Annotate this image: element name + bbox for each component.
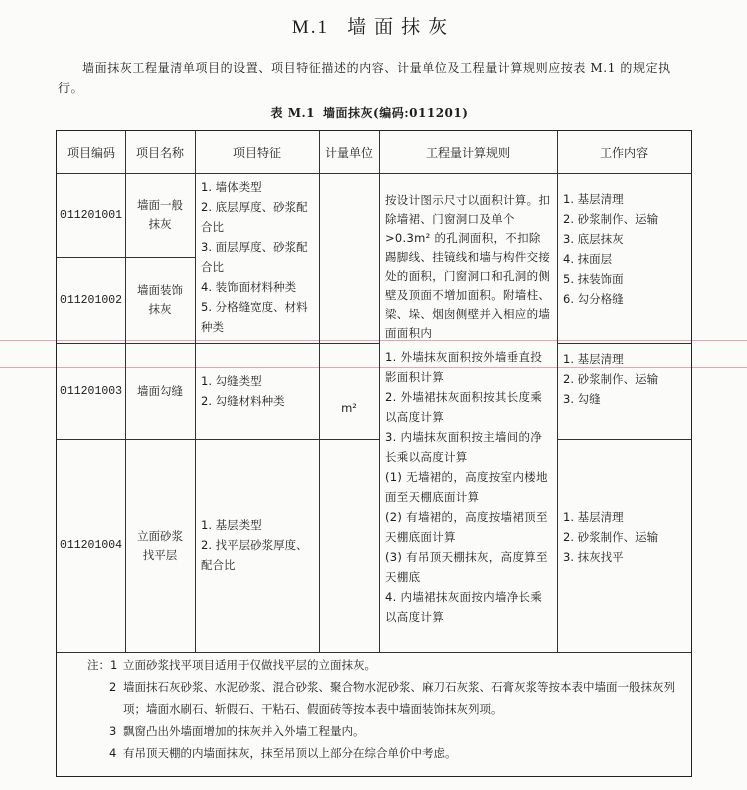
row-code: 011201001 <box>59 208 123 222</box>
feature-item: 1. 基层类型 <box>201 518 262 532</box>
work-list-1 <box>563 189 687 309</box>
feature-item: 2. 找平层砂浆厚度、配合比 <box>201 538 308 572</box>
header-unit: 计量单位 <box>324 145 373 160</box>
work-item: 2. 砂浆制作、运输 <box>563 530 659 544</box>
table-notes <box>87 654 687 764</box>
work-item: 1. 基层清理 <box>563 192 624 206</box>
feature-item: 2. 底层厚度、砂浆配合比 <box>201 200 308 234</box>
note-text: 墙面抹石灰砂浆、水泥砂浆、混合砂浆、聚合物水泥砂浆、麻刀石灰浆、石膏灰浆等按本表中墙面一般抹灰列项；墙面水刷石、斩假石、干粘石、假面砖等按本表中墙面装饰抹灰列项。 <box>123 680 675 716</box>
row-name: 墙面勾缝 <box>137 383 183 398</box>
features-list-2 <box>201 371 315 411</box>
header-code: 项目编码 <box>66 145 115 160</box>
table-caption <box>0 104 747 121</box>
intro-paragraph: 墙面抹灰工程量清单项目的设置、项目特征描述的内容、计量单位及工程量计算规则应按表 M.1 的规定执行。 <box>58 61 671 95</box>
table-caption-number: 表 M.1 <box>270 106 316 120</box>
spec-table <box>56 130 692 777</box>
work-item: 3. 抹灰找平 <box>563 550 624 564</box>
col-divider <box>557 131 558 652</box>
note-row <box>87 720 687 742</box>
rule-item: 1. 外墙抹灰面积按外墙垂直投影面积计算 <box>385 350 543 384</box>
note-text: 飘窗凸出外墙面增加的抹灰并入外墙工程量内。 <box>123 724 365 738</box>
work-item: 6. 勾分格缝 <box>563 292 624 306</box>
rule-item: (2) 有墙裙的，高度按墙裙顶至天棚底面计算 <box>385 510 548 544</box>
header-rules: 工程量计算规则 <box>425 145 510 160</box>
section-number: M.1 <box>291 17 330 38</box>
feature-item: 1. 墙体类型 <box>201 180 262 194</box>
note-text: 立面砂浆找平项目适用于仅做找平层的立面抹灰。 <box>123 658 376 672</box>
rule-item: (1) 无墙裙的，高度按室内楼地面至天棚底面计算 <box>385 470 548 504</box>
note-label: 注：1 <box>87 658 118 672</box>
feature-item: 4. 装饰面材料种类 <box>201 280 297 294</box>
feature-item: 2. 勾缝材料种类 <box>201 394 285 408</box>
features-list-3 <box>201 515 315 575</box>
work-item: 2. 砂浆制作、运输 <box>563 372 659 386</box>
work-item: 3. 勾缝 <box>563 392 601 406</box>
work-item: 5. 抹装饰面 <box>563 272 624 286</box>
row-name: 墙面一般抹灰 <box>137 198 183 231</box>
work-list-3 <box>563 507 687 567</box>
header-work: 工作内容 <box>599 145 648 160</box>
note-label: 3 <box>109 724 117 738</box>
row-name: 立面砂浆找平层 <box>137 528 183 562</box>
work-item: 1. 基层清理 <box>563 352 624 366</box>
row-divider <box>557 439 691 440</box>
row-divider <box>557 343 691 344</box>
features-list-1 <box>201 177 315 337</box>
row-code: 011201003 <box>59 384 123 398</box>
header-features: 项目特征 <box>232 145 281 160</box>
feature-item: 1. 勾缝类型 <box>201 374 262 388</box>
rule-item: 4. 内墙裙抹灰面按内墙净长乘以高度计算 <box>385 590 543 624</box>
work-list-2 <box>563 349 687 409</box>
table-caption-text: 墙面抹灰(编码:011201) <box>323 106 469 120</box>
rule-item: (3) 有吊顶天棚抹灰，高度算至天棚底 <box>385 550 548 584</box>
section-title-text: 墙面抹灰 <box>347 16 456 38</box>
note-text: 有吊顶天棚的内墙面抹灰，抹至吊顶以上部分在综合单价中考虑。 <box>123 746 457 760</box>
feature-item: 5. 分格缝宽度、材料种类 <box>201 300 308 334</box>
note-label: 4 <box>109 746 117 760</box>
col-divider <box>125 131 126 652</box>
rule-item: 3. 内墙抹灰面积按主墙间的净长乘以高度计算 <box>385 430 543 464</box>
rules-intro: 按设计图示尺寸以面积计算。扣除墙裙、门窗洞口及单个>0.3m² 的孔洞面积，不扣除踢脚线、挂镜线和墙与构件交接处的面积，门窗洞口和孔洞的侧壁及顶面不增加面积。附墙柱、梁、垛、烟囱侧壁并入相应的墙面面积内 <box>385 193 551 340</box>
col-divider <box>195 131 196 652</box>
rules-list <box>385 347 551 627</box>
row-code: 011201002 <box>59 293 123 307</box>
note-row <box>87 742 687 764</box>
row-code: 011201004 <box>59 539 123 552</box>
note-label: 2 <box>109 680 117 694</box>
rule-item: 2. 外墙裙抹灰面积按其长度乘以高度计算 <box>385 390 543 424</box>
work-item: 1. 基层清理 <box>563 510 624 524</box>
col-divider <box>319 131 320 652</box>
section-title <box>0 12 747 39</box>
notes-divider <box>57 652 691 653</box>
row-name: 墙面装饰抹灰 <box>137 283 183 316</box>
unit-value: m² <box>341 400 357 415</box>
feature-item: 3. 面层厚度、砂浆配合比 <box>201 240 308 274</box>
work-item: 2. 砂浆制作、运输 <box>563 212 659 226</box>
note-row <box>87 676 687 720</box>
header-name: 项目名称 <box>135 145 184 160</box>
note-row <box>87 654 687 676</box>
col-divider <box>379 131 380 652</box>
work-item: 3. 底层抹灰 <box>563 232 624 246</box>
work-item: 4. 抹面层 <box>563 252 613 266</box>
